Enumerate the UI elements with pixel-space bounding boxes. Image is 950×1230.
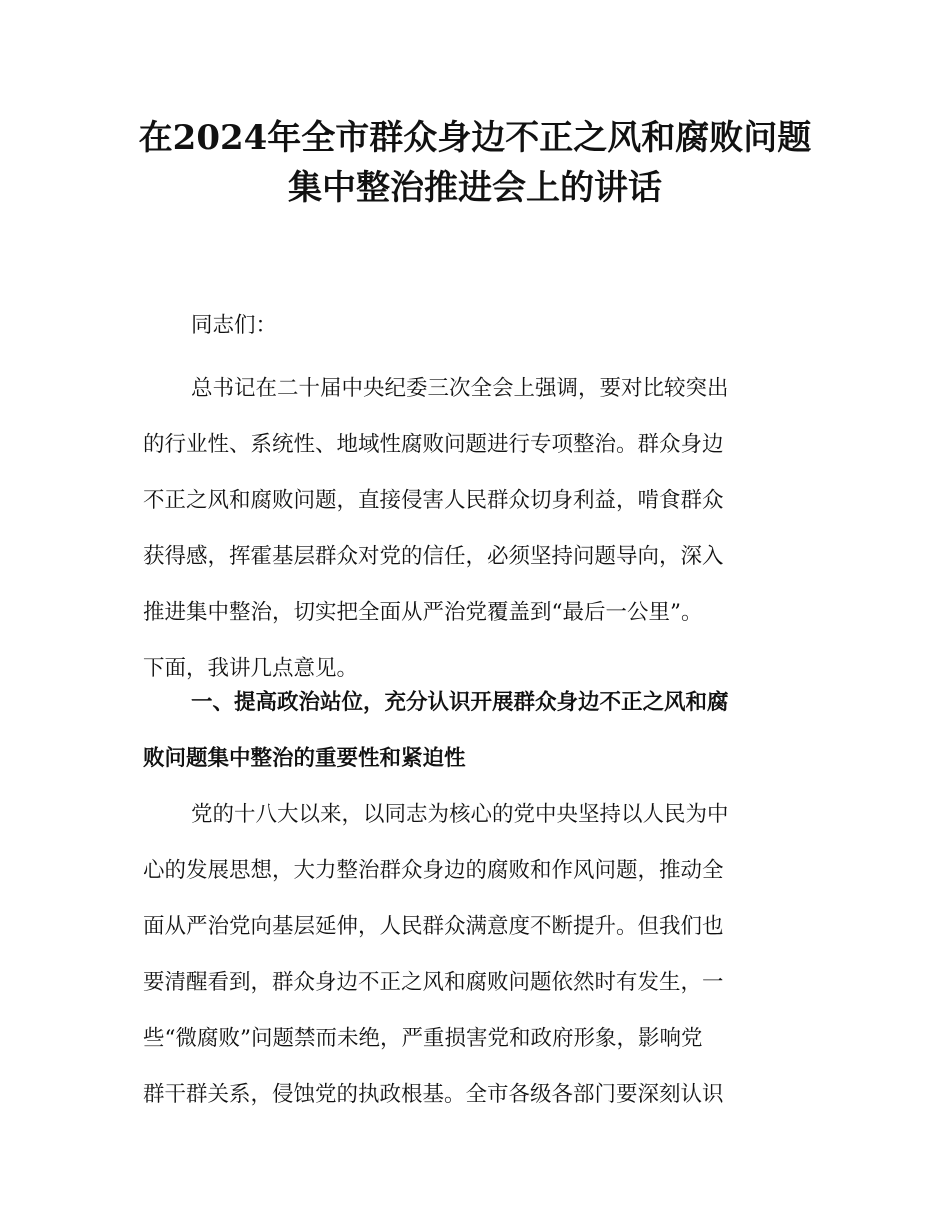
- paragraph-1-line: 获得感，挥霍基层群众对党的信任，必须坚持问题导向，深入: [143, 544, 724, 569]
- paragraph-2-line: 要清醒看到，群众身边不正之风和腐败问题依然时有发生，一: [143, 970, 724, 995]
- paragraph-1: [143, 361, 813, 697]
- section-heading-line: 一、提高政治站位，充分认识开展群众身边不正之风和腐: [191, 690, 729, 715]
- paragraph-1-line: 的行业性、系统性、地域性腐败问题进行专项整治。群众身边: [143, 432, 724, 457]
- paragraph-2-line: 面从严治党向基层延伸，人民群众满意度不断提升。但我们也: [143, 914, 724, 939]
- paragraph-2-line: 些“微腐败”问题禁而未绝，严重损害党和政府形象，影响党: [143, 1026, 703, 1051]
- paragraph-2-line: 心的发展思想，大力整治群众身边的腐败和作风问题，推动全: [143, 858, 724, 883]
- paragraph-2: [143, 787, 813, 1123]
- paragraph-1-line: 下面，我讲几点意见。: [143, 656, 359, 681]
- paragraph-1-line: 不正之风和腐败问题，直接侵害人民群众切身利益，啃食群众: [143, 488, 724, 513]
- paragraph-2-line: 群干群关系，侵蚀党的执政根基。全市各级各部门要深刻认识: [143, 1082, 724, 1107]
- paragraph-1-line: 推进集中整治，切实把全面从严治党覆盖到“最后一公里”。: [143, 600, 703, 625]
- paragraph-1-line: 总书记在二十届中央纪委三次全会上强调，要对比较突出: [191, 376, 729, 401]
- section-heading-1: [143, 675, 813, 787]
- paragraph-2-line: 党的十八大以来，以同志为核心的党中央坚持以人民为中: [191, 802, 729, 827]
- document-title-line-1: 在2024年全市群众身边不正之风和腐败问题: [138, 118, 812, 158]
- section-heading-line: 败问题集中整治的重要性和紧迫性: [143, 746, 466, 771]
- document-title-line-2: 集中整治推进会上的讲话: [288, 168, 662, 208]
- greeting: 同志们：: [191, 313, 278, 338]
